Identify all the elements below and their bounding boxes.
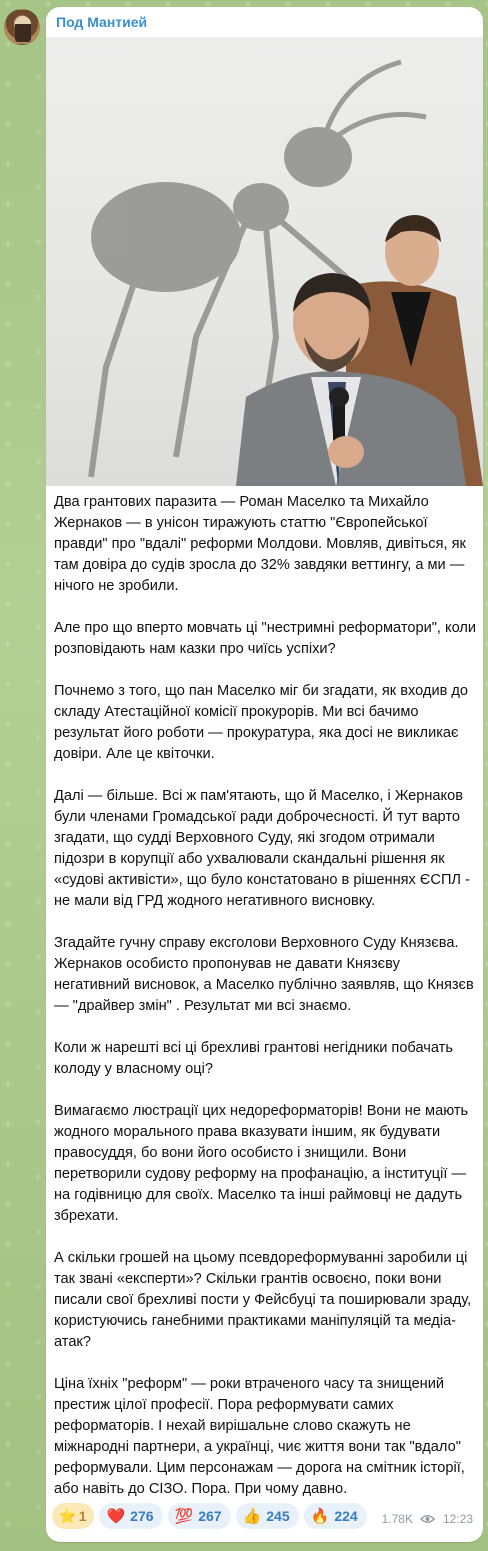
paragraph: А скільки грошей на цьому псевдореформуванні заробили ці так звані «експерти»? Скільки грантів освоєно, поки вони писали свої брехливі пости у Фейсбуці та поширювали зраду, користуючись ганебними практиками маніпуляцій та медіа-атак? — [54, 1250, 472, 1350]
reaction-hundred[interactable] — [168, 1503, 231, 1529]
paragraph: Почнемо з того, що пан Маселко міг би згадати, як входив до складу Атестаційної комісії прокурорів. Ми всі бачимо результат його роботи — прокуратура, яка досі не викликає довіри. Але це квіточки. — [54, 683, 469, 762]
star-icon: ⭐ — [58, 1508, 77, 1525]
fire-icon: 🔥 — [310, 1508, 330, 1525]
heart-icon: ❤️ — [106, 1508, 126, 1525]
paragraph: Згадайте гучну справу ексголови Верховного Суду Князєва. Жернаков особисто пропонував не давати Князєву негативний висновок, а Маселко публічно заявляв, що Князєв — "драйвер змін" . Результат ми всі знаємо. — [54, 935, 474, 1014]
photo-illustration — [46, 37, 483, 486]
avatar-figure — [15, 16, 31, 42]
message-bubble — [46, 7, 483, 1542]
reaction-count: 276 — [130, 1508, 154, 1524]
reaction-star[interactable] — [52, 1503, 94, 1529]
eye-icon — [420, 1514, 435, 1524]
hundred-icon: 💯 — [174, 1508, 194, 1525]
thumbs-up-icon: 👍 — [242, 1508, 262, 1525]
view-count: 1.78K — [381, 1512, 413, 1526]
reactions-bar — [52, 1503, 367, 1529]
reaction-fire[interactable] — [304, 1503, 367, 1529]
reaction-count: 224 — [334, 1508, 358, 1524]
reaction-thumbs-up[interactable] — [236, 1503, 299, 1529]
paragraph: Два грантових паразита — Роман Маселко та Михайло Жернаков — в унісон тиражують статтю "Європейської правди" про "вдалі" реформи Молдови. Мовляв, дивіться, як там довіра до судів зросла до 32% завдяки веттингу, а ми — нічого не зробили. — [54, 494, 466, 594]
paragraph: Далі — більше. Всі ж пам'ятають, що й Маселко, і Жернаков були членами Громадської ради доброчесності. Й тут варто згадати, що судді Верховного Суду, які згодом отримали підозри в корупції або ухвалювали скандальні рішення як «судові активісти», що було констатовано в рішеннях ЄСПЛ - не мали від ГРД жодного негативного висновку. — [54, 788, 470, 909]
paragraph: Коли ж нарешті всі ці брехливі грантові негідники побачать колоду у власному оці? — [54, 1040, 453, 1077]
reaction-count: 245 — [266, 1508, 290, 1524]
post-photo[interactable] — [46, 37, 483, 486]
message-meta — [382, 1512, 473, 1526]
message-time: 12:23 — [442, 1512, 473, 1526]
channel-avatar[interactable] — [4, 9, 40, 45]
channel-name[interactable]: Под Мантией — [56, 14, 148, 30]
message-text — [54, 492, 478, 1521]
paragraph: Ціна їхніх "реформ" — роки втраченого часу та знищений престиж цілої професії. Пора реформувати самих реформаторів. І нехай вирішальне слово скажуть не міжнародні партнери, а українці, чиє життя вони так "вдало" реформували. Цим персонажам — дорога на смітник історії, або навіть до СІЗО. Пора. При чому давно. — [54, 1376, 465, 1497]
paragraph: Але про що вперто мовчать ці "нестримні реформатори", коли розповідають нам казки про чиїсь успіхи? — [54, 620, 477, 657]
reaction-count: 267 — [198, 1508, 222, 1524]
reaction-heart[interactable] — [99, 1503, 162, 1529]
paragraph: Вимагаємо люстрації цих недореформаторів! Вони не мають жодного морального права вказувати іншим, як будувати правосуддя, бо вони його особисто і знищили. Вони перетворили судову реформу на профанацію, а інституції — на годівницю для своїх. Маселко та інші раймовці не дадуть збрехати. — [54, 1103, 469, 1224]
reaction-count: 1 — [78, 1508, 87, 1524]
